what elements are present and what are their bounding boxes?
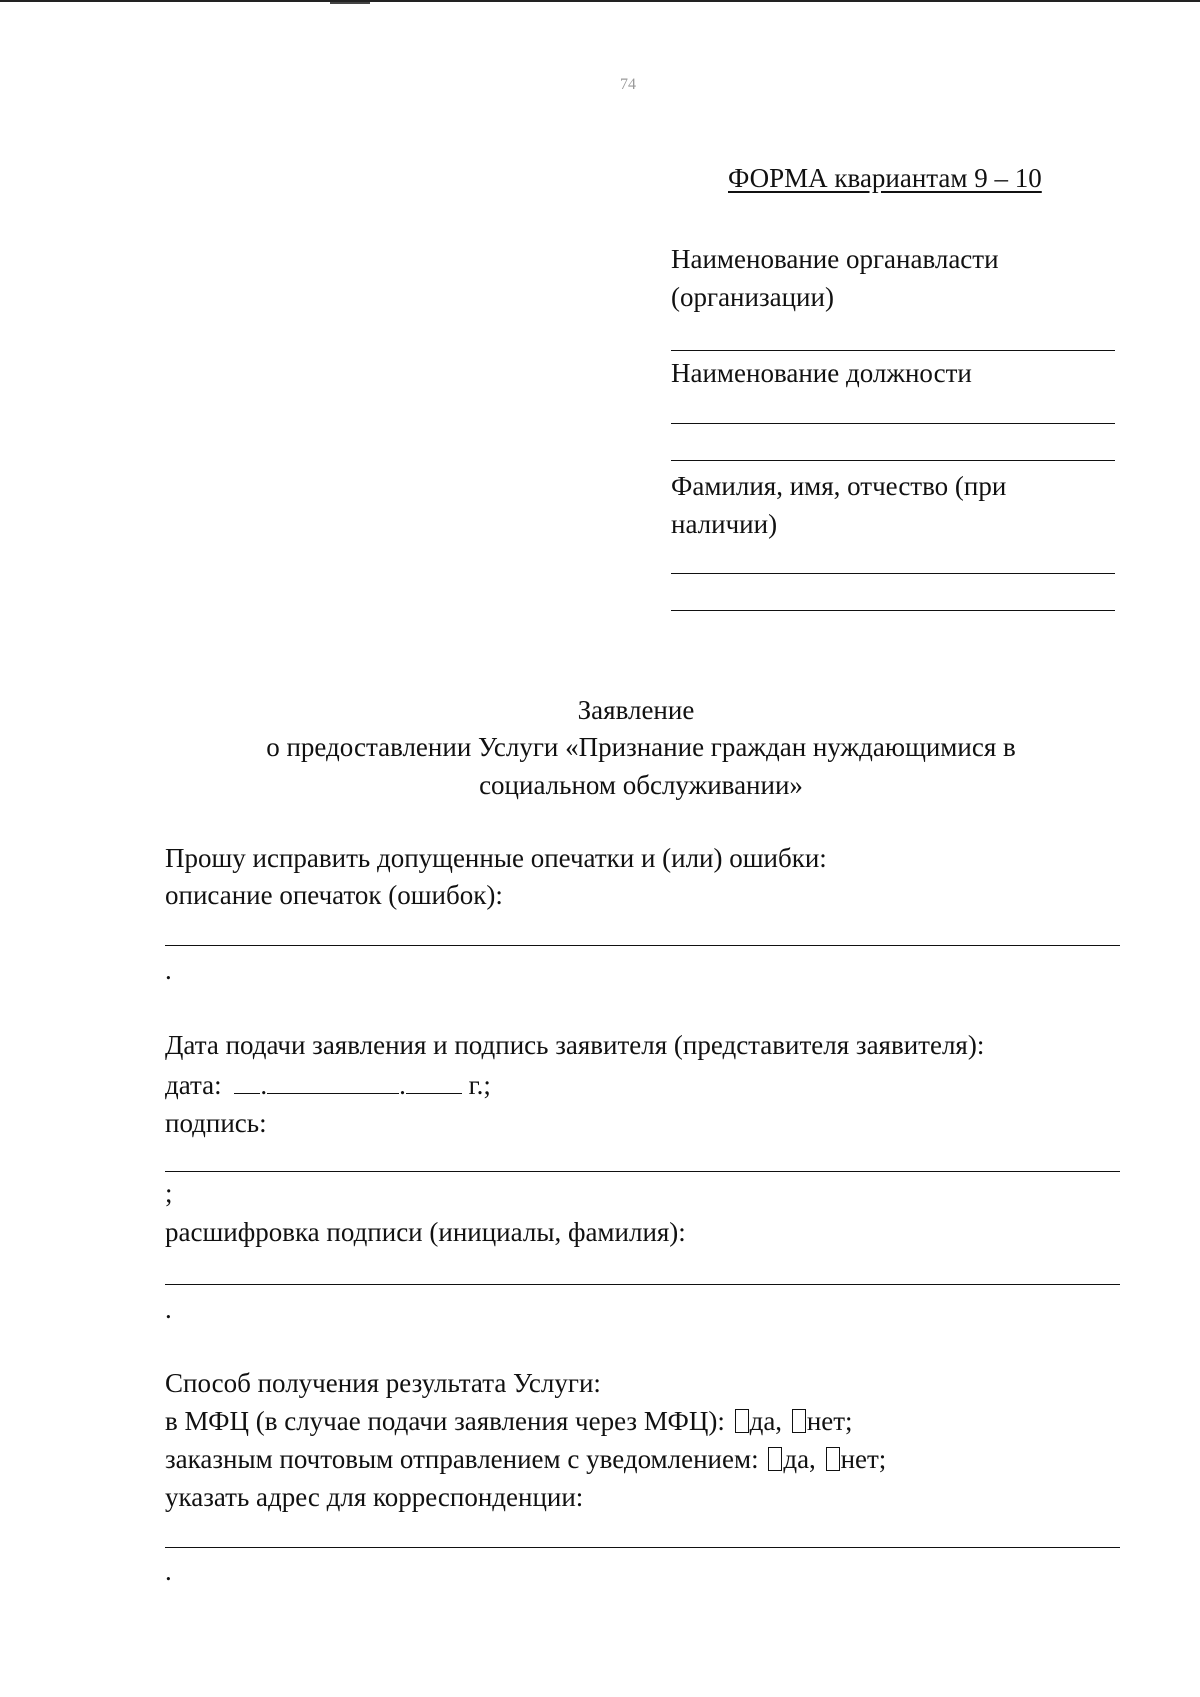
page-top-edge-mark bbox=[330, 2, 370, 4]
mail-no-label: нет; bbox=[840, 1444, 887, 1474]
page-top-edge bbox=[0, 0, 1200, 2]
signature-input-line[interactable] bbox=[165, 1171, 1120, 1172]
name-input-line-1[interactable] bbox=[671, 573, 1115, 574]
decode-end-mark: . bbox=[165, 1294, 172, 1324]
address-end-mark: . bbox=[165, 1556, 172, 1586]
date-row bbox=[165, 1070, 491, 1101]
method-mfc-label: в МФЦ (в случае подачи заявления через МФЦ): bbox=[165, 1406, 725, 1436]
position-input-line-1[interactable] bbox=[671, 423, 1115, 424]
decode-label: расшифровка подписи (инициалы, фамилия): bbox=[165, 1217, 686, 1247]
mail-no-checkbox[interactable] bbox=[826, 1447, 840, 1471]
errors-end-mark: . bbox=[165, 955, 172, 985]
date-separator: . bbox=[260, 1070, 268, 1100]
date-label: дата: bbox=[165, 1070, 222, 1100]
method-mail-label: заказным почтовым отправлением с уведомлением: bbox=[165, 1444, 759, 1474]
date-year-field[interactable] bbox=[406, 1071, 462, 1094]
mfc-no-label: нет; bbox=[806, 1406, 853, 1436]
mfc-yes-label: да, bbox=[749, 1406, 783, 1436]
name-label: Фамилия, имя, отчество (при наличии) bbox=[671, 471, 1007, 539]
mail-yes-checkbox[interactable] bbox=[768, 1447, 782, 1471]
position-label: Наименование должности bbox=[671, 358, 972, 388]
mail-yes-label: да, bbox=[783, 1444, 816, 1474]
decode-input-line[interactable] bbox=[165, 1284, 1120, 1285]
date-separator: . bbox=[399, 1070, 406, 1100]
submission-heading: Дата подачи заявления и подпись заявителя (представителя заявителя): bbox=[165, 1030, 985, 1060]
request-line-2: описание опечаток (ошибок): bbox=[165, 880, 503, 910]
date-month-field[interactable] bbox=[267, 1071, 399, 1094]
position-input-line-2[interactable] bbox=[671, 460, 1115, 461]
method-mfc-row bbox=[165, 1406, 853, 1437]
request-line-1: Прошу исправить допущенные опечатки и (или) ошибки: bbox=[165, 843, 827, 873]
address-label: указать адрес для корреспонденции: bbox=[165, 1482, 584, 1512]
name-input-line-2[interactable] bbox=[671, 610, 1115, 611]
errors-input-line[interactable] bbox=[165, 945, 1120, 946]
mfc-no-checkbox[interactable] bbox=[792, 1409, 806, 1433]
org-input-line[interactable] bbox=[671, 350, 1115, 351]
document-title: Заявление bbox=[577, 695, 695, 725]
signature-label: подпись: bbox=[165, 1108, 267, 1138]
form-title: ФОРМА квариантам 9 – 10 bbox=[728, 163, 1042, 193]
method-heading: Способ получения результата Услуги: bbox=[165, 1368, 601, 1398]
org-label: Наименование органавласти (организации) bbox=[671, 244, 999, 312]
mfc-yes-checkbox[interactable] bbox=[735, 1409, 749, 1433]
signature-end-mark: ; bbox=[165, 1178, 173, 1208]
date-day-field[interactable] bbox=[234, 1071, 260, 1094]
method-mail-row bbox=[165, 1444, 886, 1475]
page-number: 74 bbox=[620, 76, 636, 93]
document-subtitle: о предоставлении Услуги «Признание граждан нуждающимися в социальном обслуживании» bbox=[266, 732, 1016, 800]
address-input-line[interactable] bbox=[165, 1547, 1120, 1548]
date-year-suffix: г.; bbox=[468, 1070, 491, 1100]
